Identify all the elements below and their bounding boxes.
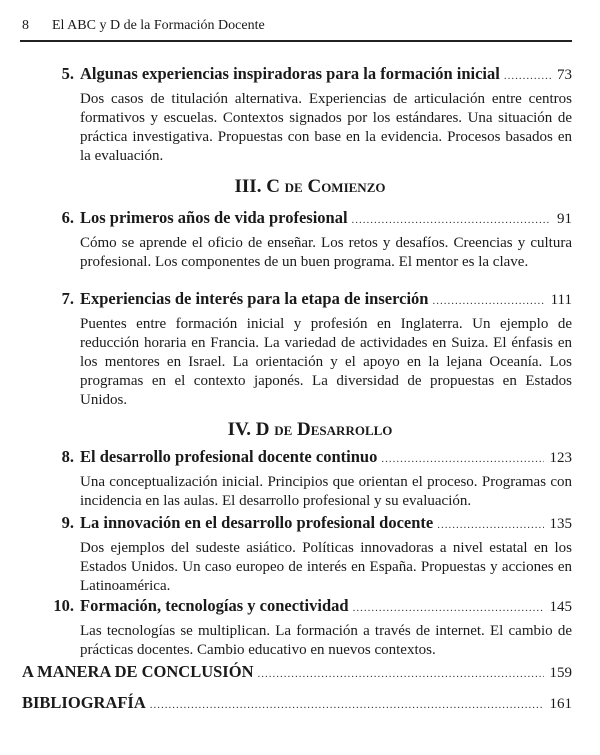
entry-description: Una conceptualización inicial. Principios que orientan el proceso. Programas con incidencia en las aulas. El desarrollo profesional y su evaluación.	[80, 474, 572, 509]
entry-title: A MANERA DE CONCLUSIÓN	[22, 662, 254, 681]
entry-title: Algunas experiencias inspiradoras para la formación inicial	[80, 64, 500, 83]
section-heading-iv: IV. D de Desarrollo	[227, 419, 393, 440]
entry-description: Puentes entre formación inicial y profesión en Inglaterra. Un ejemplo de reducción horaria en Francia. La variedad de actividades en Suiza. El énfasis en los mentores en Israel. La orientación y el apoyo en la lejana Oceanía. Los programas en el contexto japonés. La diversidad de propuestas en Estados Unidos.	[80, 316, 572, 408]
toc-entry-conclusion	[22, 662, 572, 684]
entry-page: 145	[549, 599, 572, 615]
entry-title: BIBLIOGRAFÍA	[22, 693, 146, 712]
entry-page: 111	[550, 292, 572, 308]
entry-description: Dos ejemplos del sudeste asiático. Políticas innovadoras a nivel estatal en los Estados Unidos. Un caso europeo de interés en España. Propuestas y acciones en Latinoamérica.	[80, 540, 572, 594]
page-number: 8	[22, 18, 29, 33]
leader-dots	[352, 210, 551, 230]
entry-page: 73	[557, 67, 572, 83]
entry-page: 161	[549, 696, 572, 712]
leader-dots	[432, 291, 544, 311]
entry-title: Formación, tecnologías y conectividad	[80, 596, 349, 615]
entry-number: 6.	[61, 208, 74, 227]
book-title: El ABC y D de la Formación Docente	[52, 18, 265, 33]
entry-title: Experiencias de interés para la etapa de inserción	[80, 289, 429, 308]
entry-number: 7.	[61, 289, 74, 308]
entry-page: 91	[557, 211, 572, 227]
toc-entry-10	[40, 596, 572, 660]
entry-number: 8.	[61, 447, 74, 466]
entry-page: 135	[549, 516, 572, 532]
header-rule	[20, 40, 572, 42]
entry-description: Dos casos de titulación alternativa. Experiencias de articulación entre centros formativos y escuelas. Contextos signados por los estándares. Una situación de práctica investigativa. Propuestas con base en la evidencia. Procesos basados en la evaluación.	[80, 91, 572, 164]
entry-title: La innovación en el desarrollo profesional docente	[80, 513, 434, 532]
toc-entry-7	[40, 289, 572, 410]
leader-dots	[381, 449, 543, 469]
leader-dots	[150, 695, 544, 715]
section-heading-iii: III. C de Comienzo	[234, 176, 386, 197]
entry-page: 123	[549, 450, 572, 466]
entry-page: 159	[549, 665, 572, 681]
leader-dots	[353, 598, 544, 618]
toc-entry-6	[40, 208, 572, 272]
toc-entry-9	[40, 513, 572, 596]
entry-title: El desarrollo profesional docente continuo	[80, 447, 378, 466]
entry-number: 9.	[61, 513, 74, 532]
leader-dots	[504, 66, 551, 86]
entry-number: 5.	[61, 64, 74, 83]
entry-title: Los primeros años de vida profesional	[80, 208, 348, 227]
toc-entry-5	[40, 64, 572, 166]
entry-number: 10.	[53, 596, 74, 615]
leader-dots	[437, 515, 543, 535]
toc-entry-bibliography	[22, 693, 572, 715]
entry-description: Cómo se aprende el oficio de enseñar. Los retos y desafíos. Creencias y cultura profesional. Los componentes de un buen programa. El mentor es la clave.	[80, 235, 572, 270]
leader-dots	[257, 664, 543, 684]
entry-description: Las tecnologías se multiplican. La formación a través de internet. El cambio de prácticas docentes. Cambio educativo en nuevos contextos.	[80, 623, 572, 658]
toc-entry-8	[40, 447, 572, 511]
